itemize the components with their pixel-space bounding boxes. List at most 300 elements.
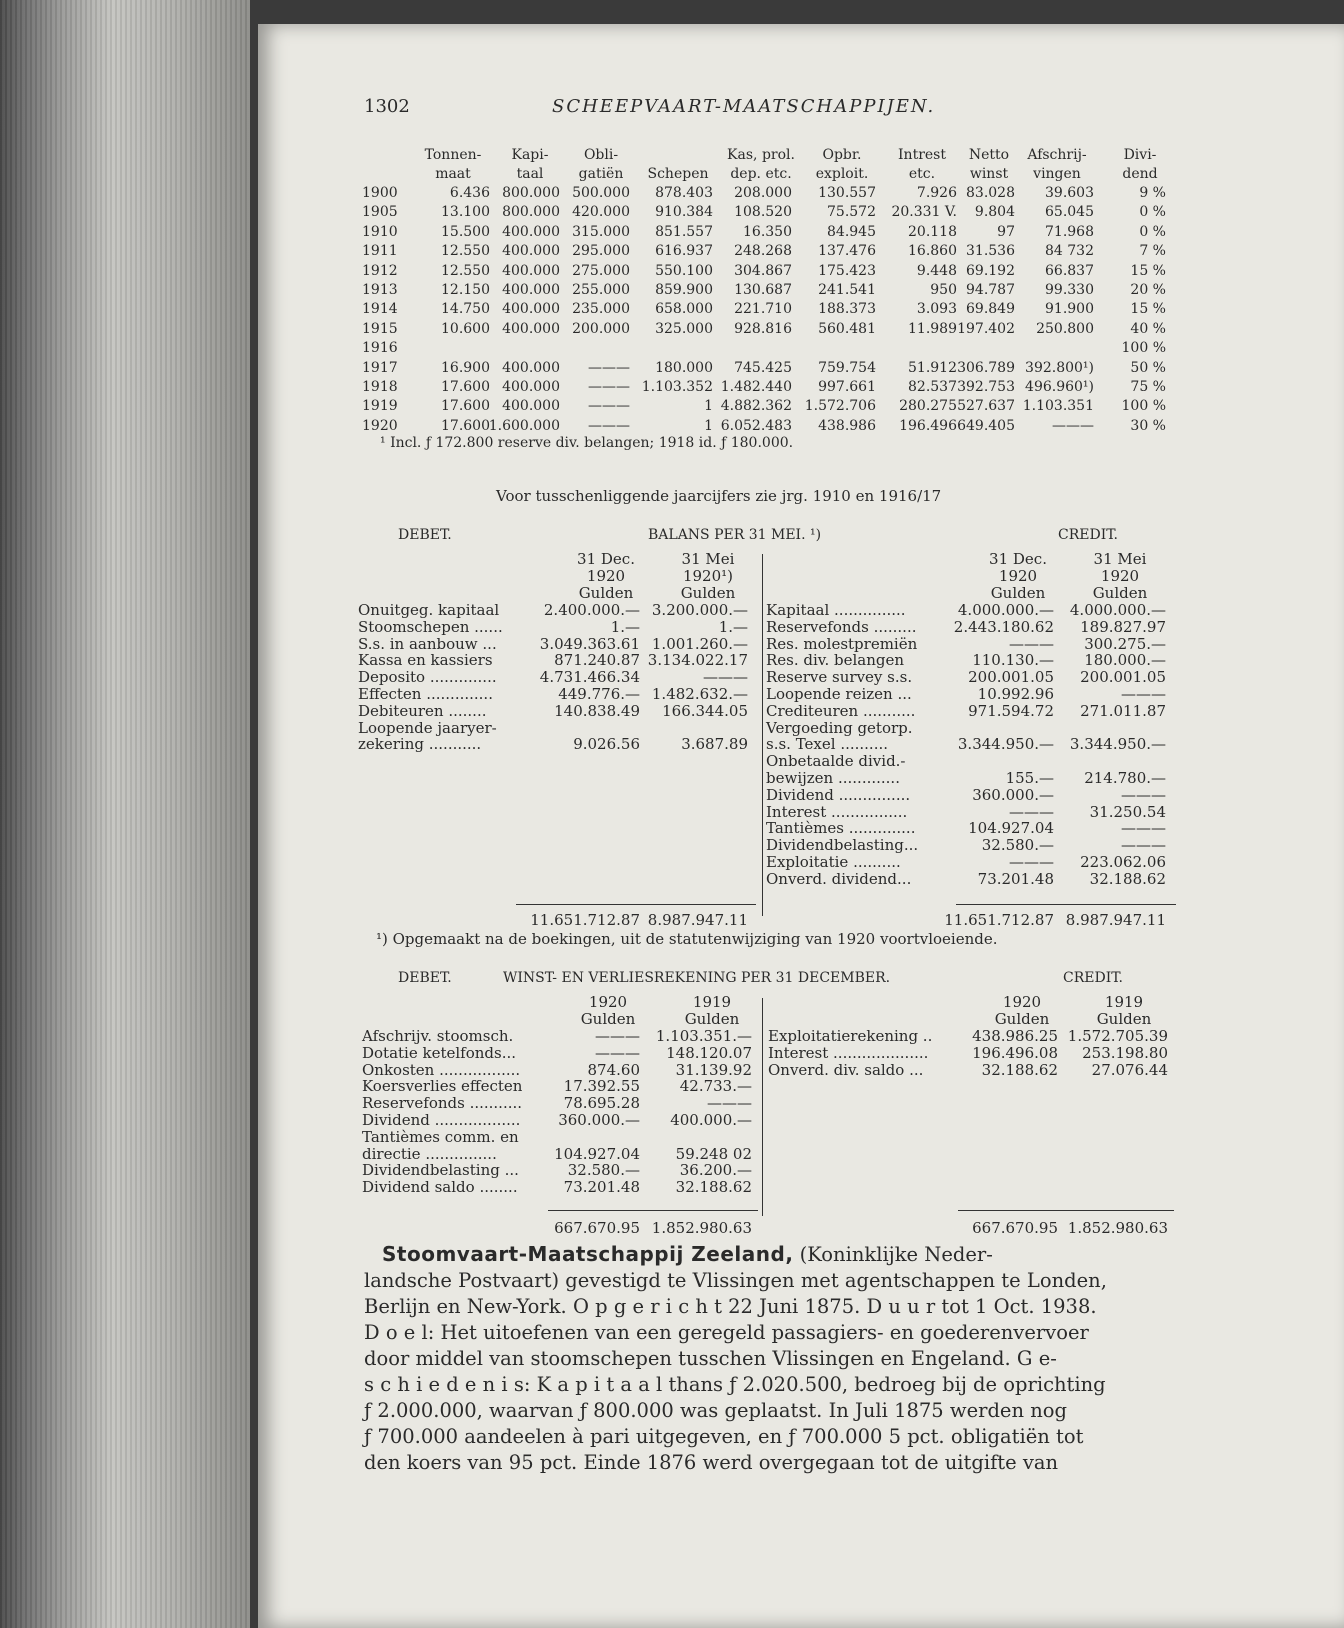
table-cell: 13.100: [441, 204, 490, 221]
pnl-row-value: 31.139.92: [675, 1060, 752, 1079]
company-line: landsche Postvaart) gevestigd te Vlissingen met agentschappen te Londen,: [364, 1269, 1107, 1292]
table-cell: 997.661: [818, 379, 876, 395]
table-cell: 12.550: [441, 262, 490, 279]
balance-row-label: Onverd. dividend...: [766, 869, 912, 888]
table-cell: 84.945: [827, 223, 876, 240]
balance-row-label: Interest ................: [766, 802, 908, 821]
table-cell-year: 1918: [362, 379, 398, 395]
pnl-total: 667.670.95: [972, 1219, 1058, 1237]
table-cell: 9 %: [1139, 185, 1166, 201]
balance-row-value: 300.275.—: [1084, 634, 1166, 653]
balance-row-value: 3.200.000.—: [651, 601, 748, 619]
table-cell: 400.000: [502, 223, 560, 240]
balance-row-value: ———: [1121, 785, 1166, 804]
table-cell: 950: [930, 282, 957, 298]
table-cell: 17.600: [441, 417, 490, 434]
balance-row-value: 3.049.363.61: [539, 634, 640, 653]
pnl-debet-label: DEBET.: [398, 970, 452, 986]
column-header: Tonnen-: [424, 147, 482, 163]
table-cell: 75.572: [827, 204, 876, 221]
total-rule: [958, 1210, 1174, 1211]
balance-row-value: 3.134.022.17: [647, 651, 748, 670]
pnl-row-value: ———: [707, 1094, 752, 1113]
table-cell: 392.753: [957, 379, 1015, 395]
column-header: Kas, prol.: [727, 147, 795, 163]
table-cell: 6.052.483: [720, 417, 792, 434]
table-cell: ———: [588, 417, 630, 434]
pnl-row-value: ———: [595, 1027, 640, 1045]
table-cell: 175.423: [818, 262, 876, 279]
balance-row-label: Kassa en kassiers: [358, 651, 493, 670]
balance-row-value: ———: [1009, 853, 1054, 871]
pnl-row-label: directie ...............: [362, 1144, 497, 1163]
balance-row-label: Dividendbelasting...: [766, 836, 919, 855]
column-header: 1920: [1100, 566, 1140, 585]
pnl-row-value: 59.248 02: [675, 1144, 752, 1163]
balance-row-label: Res. div. belangen: [766, 651, 905, 670]
table-cell: 9.448: [916, 262, 957, 279]
table-cell: 496.960¹): [1025, 379, 1094, 395]
table-cell: 39.603: [1045, 185, 1094, 201]
pnl-row-label: Koersverlies effecten: [362, 1077, 523, 1096]
column-header: 1919: [692, 993, 732, 1011]
pnl-row-value: 1.572.705.39: [1067, 1027, 1168, 1045]
balance-row-label: Onuitgeg. kapitaal: [358, 601, 500, 619]
balance-total: 8.987.947.11: [1065, 911, 1166, 929]
balance-row-label: Exploitatie ..........: [766, 853, 901, 871]
balance-row-value: 32.580.—: [981, 836, 1054, 855]
table-cell-year: 1916: [362, 340, 398, 357]
table-cell: 0 %: [1139, 223, 1166, 240]
table-cell: 14.750: [441, 301, 490, 318]
table-cell: 250.800: [1036, 320, 1094, 337]
table-cell: 315.000: [572, 223, 630, 240]
table-cell: 1.482.440: [720, 379, 792, 395]
balance-row-label: Debiteuren ........: [358, 701, 487, 720]
balance-row-value: ———: [1009, 802, 1054, 821]
table-cell: 400.000: [502, 359, 560, 376]
pnl-row-value: ———: [595, 1043, 640, 1062]
table-cell-year: 1911: [362, 243, 398, 260]
table-cell: 800.000: [502, 185, 560, 201]
column-header: Obli-: [583, 147, 619, 163]
table-cell: 255.000: [572, 282, 630, 298]
balance-row-value: 200.001.05: [1080, 668, 1166, 687]
balance-row-label: S.s. in aanbouw ...: [358, 634, 497, 653]
balance-row-value: ———: [703, 668, 748, 687]
column-header: gatiën: [578, 166, 624, 182]
pnl-row-value: 1.103.351.—: [655, 1027, 752, 1045]
pnl-row-value: 253.198.80: [1082, 1043, 1168, 1062]
balance-row-value: 1.—: [718, 617, 748, 636]
table-cell: 1.103.351: [1022, 398, 1094, 415]
column-divider: [762, 554, 763, 916]
column-header: Gulden: [994, 1009, 1050, 1028]
table-cell: 304.867: [734, 262, 792, 279]
balance-row-value: 1.482.632.—: [651, 685, 748, 703]
column-header: 31 Mei: [681, 550, 735, 568]
balance-row-value: 73.201.48: [977, 869, 1054, 888]
table-cell: 9.804: [974, 204, 1015, 221]
table-cell: 6.436: [449, 185, 490, 201]
table-cell: 108.520: [734, 204, 792, 221]
pnl-row-label: Dividend ..................: [362, 1111, 521, 1129]
table-cell: 69.192: [966, 262, 1015, 279]
balance-row-value: 1.001.260.—: [651, 634, 748, 653]
table-cell: 910.384: [655, 204, 713, 221]
table-cell: 16.900: [441, 359, 490, 376]
table-cell: 17.600: [441, 379, 490, 395]
table-cell: 851.557: [655, 223, 713, 240]
column-header: Gulden: [578, 583, 634, 602]
table-cell: 99.330: [1045, 282, 1094, 298]
table-cell: 0 %: [1139, 204, 1166, 221]
table-cell: 130.687: [734, 282, 792, 298]
statistics-footnote: ¹ Incl. ƒ 172.800 reserve div. belangen; 1918 id. ƒ 180.000.: [380, 435, 794, 451]
table-cell: 100 %: [1121, 340, 1166, 357]
column-header: 1920¹): [682, 566, 734, 585]
table-cell: 91.900: [1045, 301, 1094, 318]
pnl-row-value: 73.201.48: [563, 1178, 640, 1197]
table-cell-year: 1915: [362, 320, 398, 337]
table-cell: 759.754: [818, 359, 876, 376]
pnl-row-label: Dividend saldo ........: [362, 1178, 518, 1197]
table-cell: 11.989: [908, 320, 957, 337]
column-header: Intrest: [898, 147, 946, 163]
table-cell: 16.350: [743, 223, 792, 240]
balance-total: 11.651.712.87: [530, 911, 640, 929]
column-header: 31 Mei: [1093, 550, 1147, 568]
balance-row-value: 3.687.89: [681, 735, 748, 754]
balance-row-value: 223.062.06: [1080, 853, 1166, 871]
total-rule: [516, 904, 756, 905]
table-cell: 130.557: [818, 185, 876, 201]
table-cell: 1: [704, 398, 713, 415]
table-cell: 280.275: [899, 398, 957, 415]
balance-row-value: ———: [1121, 836, 1166, 855]
balance-row-value: 200.001.05: [968, 668, 1054, 687]
table-cell-year: 1900: [362, 185, 398, 201]
table-cell-year: 1913: [362, 282, 398, 298]
table-cell: 94.787: [966, 282, 1015, 298]
table-cell-year: 1920: [362, 417, 398, 434]
company-line: Berlijn en New-York. O p g e r i c h t 22 Juni 1875. D u u r tot 1 Oct. 1938.: [364, 1295, 1097, 1318]
pnl-row-label: Reservefonds ...........: [362, 1094, 523, 1113]
column-header: 1920: [1002, 993, 1042, 1011]
table-cell: 235.000: [572, 301, 630, 318]
table-cell: 7.926: [916, 185, 957, 201]
column-header: 1920: [588, 993, 628, 1011]
table-cell: ———: [588, 359, 630, 376]
table-cell: 400.000: [502, 379, 560, 395]
table-cell: 97: [997, 223, 1015, 240]
pnl-row-value: 42.733.—: [679, 1077, 752, 1096]
table-cell: 15.500: [441, 223, 490, 240]
pnl-row-label: Interest ....................: [768, 1043, 929, 1062]
table-cell: 3.093: [916, 301, 957, 318]
table-cell: 400.000: [502, 301, 560, 318]
table-cell: 30 %: [1130, 417, 1166, 434]
pnl-row-value: 32.188.62: [981, 1060, 1058, 1079]
balance-row-label: Vergoeding getorp.: [766, 718, 913, 737]
balance-footnote: ¹) Opgemaakt na de boekingen, uit de statutenwijziging van 1920 voortvloeiende.: [376, 930, 998, 948]
book-spine-page-edges: [0, 0, 250, 1628]
balance-total: 11.651.712.87: [944, 911, 1054, 929]
table-cell: 1.600.000: [488, 417, 560, 434]
balance-row-label: Tantièmes ..............: [766, 819, 916, 838]
column-header: Opbr.: [822, 147, 862, 163]
intermediate-years-note: Voor tusschenliggende jaarcijfers zie jrg. 1910 en 1916/17: [496, 487, 942, 505]
balance-row-label: bewijzen .............: [766, 769, 900, 787]
table-cell: 100 %: [1121, 398, 1166, 415]
table-cell: 306.789: [957, 359, 1015, 376]
table-cell: 658.000: [655, 301, 713, 318]
pnl-row-value: 17.392.55: [563, 1077, 640, 1096]
column-header: vingen: [1033, 166, 1081, 182]
table-cell: 400.000: [502, 262, 560, 279]
balance-row-value: 971.594.72: [968, 701, 1054, 720]
table-cell: 20.118: [908, 223, 957, 240]
table-cell: 16.860: [908, 243, 957, 260]
balance-row-label: Reserve survey s.s.: [766, 668, 913, 687]
column-header: 1920: [998, 566, 1038, 585]
table-cell: 82.537: [908, 379, 957, 395]
table-cell: 197.402: [957, 320, 1015, 337]
balance-row-label: Stoomschepen ......: [358, 617, 503, 636]
company-line: s c h i e d e n i s: K a p i t a a l thans ƒ 2.020.500, bedroeg bij de oprichting: [364, 1373, 1106, 1396]
balance-row-label: Crediteuren ...........: [766, 701, 916, 720]
page-number: 1302: [364, 96, 410, 117]
balance-row-label: Dividend ...............: [766, 785, 911, 804]
balance-row-value: 2.443.180.62: [953, 617, 1054, 636]
table-cell: 392.800¹): [1025, 359, 1094, 376]
table-cell: 221.710: [734, 301, 792, 318]
balance-credit-label: CREDIT.: [1058, 527, 1118, 543]
pnl-row-value: 400.000.—: [670, 1111, 752, 1129]
balance-row-label: Effecten ..............: [358, 685, 493, 703]
column-header: Gulden: [680, 583, 736, 602]
table-cell: 550.100: [655, 262, 713, 279]
table-cell: 438.986: [818, 417, 876, 434]
balance-row-value: 10.992.96: [977, 685, 1054, 703]
pnl-row-value: 148.120.07: [666, 1043, 752, 1062]
table-cell: 12.550: [441, 243, 490, 260]
table-cell: 248.268: [734, 243, 792, 260]
table-cell: 75 %: [1130, 379, 1166, 395]
balance-row-value: 3.344.950.—: [1069, 735, 1166, 754]
company-line: D o e l: Het uitoefenen van een geregeld passagiers- en goederenvervoer: [364, 1321, 1089, 1344]
table-cell: 10.600: [441, 320, 490, 337]
table-cell-year: 1914: [362, 301, 398, 318]
pnl-row-value: 874.60: [587, 1060, 640, 1079]
table-cell: 500.000: [572, 185, 630, 201]
table-cell-year: 1912: [362, 262, 398, 279]
table-cell: 4.882.362: [720, 398, 792, 415]
balance-row-value: 166.344.05: [662, 701, 748, 720]
column-header: winst: [969, 166, 1009, 182]
table-cell: ———: [1052, 417, 1094, 434]
balance-row-value: 449.776.—: [558, 685, 640, 703]
table-cell: 196.496: [899, 417, 957, 434]
table-cell: 1.572.706: [804, 398, 876, 415]
table-cell: 180.000: [655, 359, 713, 376]
table-cell: 649.405: [957, 417, 1015, 434]
pnl-row-value: 104.927.04: [554, 1144, 640, 1163]
table-cell: 295.000: [572, 243, 630, 260]
total-rule: [548, 1210, 758, 1211]
table-cell: 12.150: [441, 282, 490, 298]
company-line: ƒ 2.000.000, waarvan ƒ 800.000 was geplaatst. In Juli 1875 werden nog: [364, 1399, 1068, 1422]
table-cell: ———: [588, 398, 630, 415]
table-cell-year: 1905: [362, 204, 398, 221]
pnl-row-label: Exploitatierekening ..: [768, 1027, 933, 1045]
table-cell: 560.481: [818, 320, 876, 337]
column-header: 31 Dec.: [989, 550, 1047, 568]
pnl-total: 1.852.980.63: [651, 1219, 752, 1237]
table-cell: 200.000: [572, 320, 630, 337]
pnl-row-value: 36.200.—: [679, 1161, 752, 1180]
column-header: Gulden: [580, 1009, 636, 1028]
table-cell: 71.968: [1045, 223, 1094, 240]
column-header: exploit.: [815, 166, 869, 182]
pnl-row-value: 27.076.44: [1091, 1060, 1168, 1079]
pnl-total: 667.670.95: [554, 1219, 640, 1237]
table-cell: 745.425: [734, 359, 792, 376]
balance-row-value: 180.000.—: [1084, 651, 1166, 670]
balance-row-value: 1.—: [610, 617, 640, 636]
table-cell: 17.600: [441, 398, 490, 415]
column-header: Netto: [968, 147, 1010, 163]
pnl-row-label: Onkosten .................: [362, 1060, 521, 1079]
table-cell-year: 1910: [362, 223, 398, 240]
company-line: ƒ 700.000 aandeelen à pari uitgegeven, en ƒ 700.000 5 pct. obligatiën tot: [364, 1425, 1084, 1448]
table-cell: 65.045: [1045, 204, 1094, 221]
table-cell: ———: [588, 379, 630, 395]
company-line: (Koninklijke Neder-: [799, 1243, 993, 1266]
balance-row-label: Kapitaal ...............: [766, 601, 906, 619]
column-header: etc.: [908, 166, 936, 182]
balance-row-value: 31.250.54: [1089, 802, 1166, 821]
table-cell: 50 %: [1130, 359, 1166, 376]
column-header: Gulden: [1092, 583, 1148, 602]
table-cell: 208.000: [734, 185, 792, 201]
column-header: taal: [516, 166, 544, 182]
table-cell-year: 1917: [362, 359, 398, 376]
running-title: SCHEEPVAART-MAATSCHAPPIJEN.: [552, 96, 936, 117]
pnl-row-value: 360.000.—: [558, 1111, 640, 1129]
balance-row-value: 871.240.87: [554, 651, 640, 670]
company-name: Stoomvaart-Maatschappij Zeeland,: [382, 1242, 794, 1266]
table-cell: 20.331 V.: [891, 204, 957, 221]
column-header: dend: [1122, 166, 1158, 182]
pnl-row-value: 196.496.08: [972, 1043, 1058, 1062]
column-divider: [762, 998, 763, 1216]
pnl-row-value: 32.580.—: [567, 1161, 640, 1180]
table-cell: 400.000: [502, 243, 560, 260]
table-cell: 928.816: [734, 320, 792, 337]
balance-row-value: 32.188.62: [1089, 869, 1166, 888]
balance-row-label: Loopende jaaryer-: [358, 718, 497, 737]
balance-row-label: Onbetaalde divid.-: [766, 752, 906, 771]
table-cell: 420.000: [572, 204, 630, 221]
balance-row-value: 4.000.000.—: [1069, 601, 1166, 619]
table-cell: 400.000: [502, 282, 560, 298]
company-line: door middel van stoomschepen tusschen Vlissingen en Engeland. G e-: [364, 1347, 1057, 1370]
pnl-row-value: 32.188.62: [675, 1178, 752, 1197]
balance-row-value: 271.011.87: [1080, 701, 1166, 720]
table-cell-year: 1919: [362, 398, 398, 415]
column-header: dep. etc.: [730, 166, 792, 182]
table-cell: 275.000: [572, 262, 630, 279]
table-cell: 188.373: [818, 301, 876, 318]
balance-row-value: 9.026.56: [573, 735, 640, 754]
balance-row-label: s.s. Texel ..........: [766, 735, 888, 754]
pnl-row-value: 438.986.25: [972, 1027, 1058, 1045]
table-cell: 325.000: [655, 320, 713, 337]
column-header: Kapi-: [511, 147, 549, 163]
balance-row-value: 140.838.49: [554, 701, 640, 720]
balance-row-value: 110.130.—: [972, 651, 1054, 670]
pnl-row-label: Dotatie ketelfonds...: [362, 1043, 517, 1062]
pnl-row-label: Afschrijv. stoomsch.: [362, 1027, 514, 1045]
table-cell: 859.900: [655, 282, 713, 298]
balance-row-label: Deposito ..............: [358, 668, 497, 687]
table-cell: 800.000: [502, 204, 560, 221]
table-cell: 84 732: [1045, 243, 1094, 260]
balance-row-label: Res. molestpremiën: [766, 634, 918, 653]
pnl-row-label: Dividendbelasting ...: [362, 1161, 519, 1180]
balance-row-value: 104.927.04: [968, 819, 1054, 838]
column-header: 1920: [586, 566, 626, 585]
column-header: 31 Dec.: [577, 550, 635, 568]
balance-debet-label: DEBET.: [398, 527, 452, 543]
balance-row-label: Reservefonds .........: [766, 617, 917, 636]
balance-row-label: zekering ...........: [358, 735, 482, 754]
table-cell: 527.637: [957, 398, 1015, 415]
pnl-row-value: 78.695.28: [563, 1094, 640, 1113]
table-cell: 7 %: [1139, 243, 1166, 260]
balance-row-value: 214.780.—: [1084, 769, 1166, 787]
balance-total: 8.987.947.11: [647, 911, 748, 929]
table-cell: 241.541: [818, 282, 876, 298]
book-page: [258, 24, 1344, 1628]
balance-row-value: ———: [1009, 634, 1054, 653]
balance-row-value: 3.344.950.—: [957, 735, 1054, 754]
column-header: 1919: [1104, 993, 1144, 1011]
column-header: Gulden: [684, 1009, 740, 1028]
pnl-credit-label: CREDIT.: [1063, 970, 1123, 986]
balance-row-value: ———: [1121, 819, 1166, 838]
table-cell: 1.103.352: [641, 379, 713, 395]
balance-row-value: ———: [1121, 685, 1166, 703]
table-cell: 20 %: [1130, 282, 1166, 298]
table-cell: 400.000: [502, 398, 560, 415]
pnl-row-label: Tantièmes comm. en: [362, 1127, 519, 1146]
table-cell: 40 %: [1130, 320, 1166, 337]
table-cell: 66.837: [1045, 262, 1094, 279]
table-cell: 15 %: [1130, 262, 1166, 279]
pnl-row-label: Onverd. div. saldo ...: [768, 1060, 924, 1079]
table-cell: 15 %: [1130, 301, 1166, 318]
balance-title: BALANS PER 31 MEI. ¹): [648, 527, 822, 543]
table-cell: 400.000: [502, 320, 560, 337]
table-cell: 69.849: [966, 301, 1015, 318]
table-cell: 616.937: [655, 243, 713, 260]
balance-row-value: 2.400.000.—: [543, 601, 640, 619]
pnl-title: WINST- EN VERLIESREKENING PER 31 DECEMBER.: [503, 970, 891, 986]
total-rule: [956, 904, 1176, 905]
table-cell: 31.536: [966, 243, 1015, 260]
